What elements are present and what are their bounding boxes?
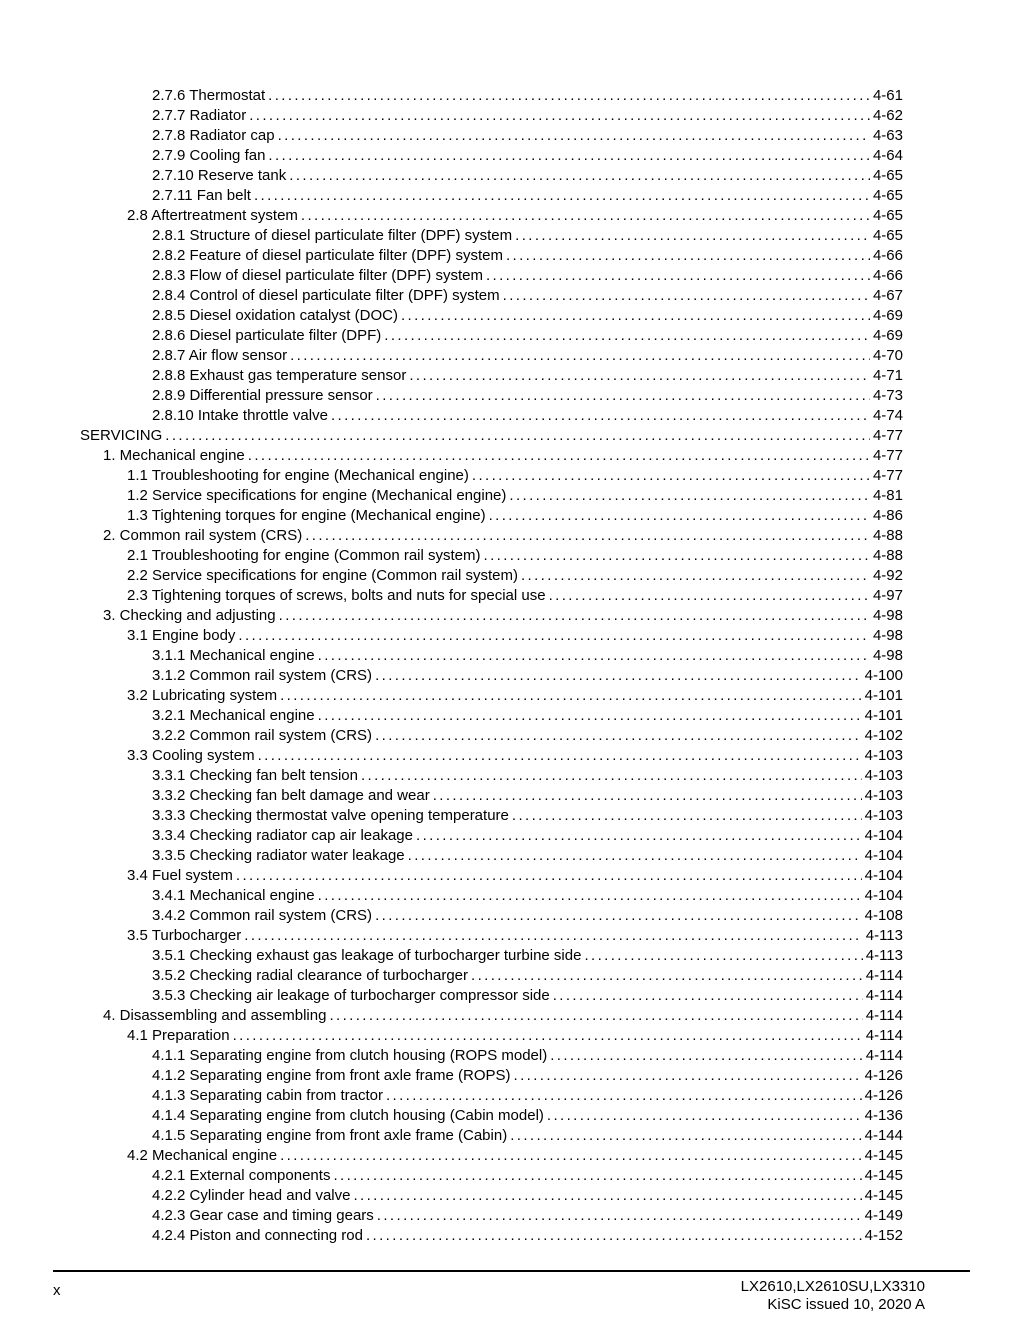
toc-dot-leader: [486, 266, 870, 286]
toc-dot-leader: [515, 226, 870, 246]
toc-entry-title: 4.2 Mechanical engine: [127, 1147, 278, 1164]
toc-dot-leader: [375, 726, 862, 746]
toc-entry-title: 3.2 Lubricating system: [127, 687, 278, 704]
toc-entry: [80, 306, 903, 326]
toc-entry-title: 4.2.2 Cylinder head and valve: [152, 1187, 351, 1204]
toc-entry-page-number: 4-103: [864, 767, 903, 784]
toc-dot-leader: [484, 546, 870, 566]
toc-dot-leader: [584, 946, 862, 966]
toc-entry: [80, 386, 903, 406]
toc-entry-title: 2.8.9 Differential pressure sensor: [152, 387, 373, 404]
toc-entry-page-number: 4-104: [864, 847, 903, 864]
toc-dot-leader: [386, 1086, 862, 1106]
toc-entry-title: 3.3.3 Checking thermostat valve opening temperature: [152, 807, 509, 824]
toc-entry: [80, 1066, 903, 1086]
toc-dot-leader: [290, 346, 870, 366]
toc-entry-title: 1.3 Tightening torques for engine (Mechanical engine): [127, 507, 486, 524]
toc-dot-leader: [471, 966, 863, 986]
toc-entry-page-number: 4-145: [864, 1187, 903, 1204]
toc-entry-page-number: 4-98: [872, 647, 903, 664]
toc-entry-title: 2. Common rail system (CRS): [103, 527, 303, 544]
toc-entry-title: 2.8.3 Flow of diesel particulate filter (DPF) system: [152, 267, 483, 284]
toc-entry: [80, 106, 903, 126]
toc-entry: [80, 186, 903, 206]
toc-entry-title: 2.8 Aftertreatment system: [127, 207, 298, 224]
toc-entry-title: 2.8.1 Structure of diesel particulate filter (DPF) system: [152, 227, 513, 244]
toc-entry: [80, 286, 903, 306]
toc-entry: [80, 226, 903, 246]
toc-entry-title: SERVICING: [80, 427, 163, 444]
toc-dot-leader: [301, 206, 870, 226]
toc-entry: [80, 1226, 903, 1246]
toc-dot-leader: [375, 906, 862, 926]
toc-entry-title: 1.1 Troubleshooting for engine (Mechanical engine): [127, 467, 469, 484]
toc-entry-page-number: 4-81: [872, 487, 903, 504]
toc-dot-leader: [331, 406, 870, 426]
toc-dot-leader: [249, 106, 870, 126]
toc-dot-leader: [280, 1146, 862, 1166]
toc-entry-page-number: 4-71: [872, 367, 903, 384]
toc-entry-page-number: 4-77: [872, 447, 903, 464]
toc-entry: [80, 1086, 903, 1106]
toc-entry-page-number: 4-136: [864, 1107, 903, 1124]
toc-dot-leader: [268, 146, 870, 166]
toc-dot-leader: [553, 986, 863, 1006]
toc-dot-leader: [353, 1186, 861, 1206]
toc-entry: [80, 866, 903, 886]
toc-entry-title: 3.2.2 Common rail system (CRS): [152, 727, 373, 744]
toc-dot-leader: [509, 486, 870, 506]
toc-dot-leader: [238, 626, 870, 646]
toc-entry-page-number: 4-114: [865, 987, 903, 1004]
toc-entry: [80, 1206, 903, 1226]
toc-entry: [80, 986, 903, 1006]
toc-dot-leader: [489, 506, 870, 526]
toc-entry: [80, 706, 903, 726]
toc-entry: [80, 206, 903, 226]
toc-dot-leader: [521, 566, 870, 586]
toc-entry-page-number: 4-114: [865, 967, 903, 984]
toc-dot-leader: [278, 126, 870, 146]
toc-entry-page-number: 4-102: [864, 727, 903, 744]
toc-entry-title: 2.8.4 Control of diesel particulate filter (DPF) system: [152, 287, 500, 304]
toc-entry-title: 3.3 Cooling system: [127, 747, 255, 764]
toc-entry: [80, 686, 903, 706]
toc-entry-title: 2.7.11 Fan belt: [152, 187, 251, 204]
toc-entry-title: 4.2.1 External components: [152, 1167, 331, 1184]
toc-entry-page-number: 4-65: [872, 187, 903, 204]
toc-entry-page-number: 4-103: [864, 747, 903, 764]
toc-dot-leader: [165, 426, 870, 446]
toc-entry: [80, 166, 903, 186]
toc-dot-leader: [233, 1026, 863, 1046]
toc-entry-page-number: 4-149: [864, 1207, 903, 1224]
toc-entry-title: 2.7.9 Cooling fan: [152, 147, 266, 164]
toc-entry: [80, 606, 903, 626]
toc-dot-leader: [318, 886, 862, 906]
toc-entry-title: 3.2.1 Mechanical engine: [152, 707, 315, 724]
toc-dot-leader: [433, 786, 862, 806]
toc-entry-title: 4.1.2 Separating engine from front axle frame (ROPS): [152, 1067, 511, 1084]
toc-entry-page-number: 4-114: [865, 1047, 903, 1064]
toc-entry-page-number: 4-66: [872, 247, 903, 264]
toc-entry-title: 1.2 Service specifications for engine (Mechanical engine): [127, 487, 507, 504]
toc-entry: [80, 666, 903, 686]
toc-dot-leader: [376, 386, 870, 406]
toc-entry-page-number: 4-126: [864, 1087, 903, 1104]
toc-entry-page-number: 4-65: [872, 207, 903, 224]
toc-entry: [80, 446, 903, 466]
toc-entry-title: 3.1 Engine body: [127, 627, 236, 644]
toc-entry: [80, 626, 903, 646]
toc-entry: [80, 926, 903, 946]
toc-dot-leader: [512, 806, 862, 826]
toc-entry: [80, 426, 903, 446]
toc-entry: [80, 846, 903, 866]
toc-dot-leader: [258, 746, 862, 766]
toc-entry-title: 2.2 Service specifications for engine (Common rail system): [127, 567, 518, 584]
toc-entry-page-number: 4-63: [872, 127, 903, 144]
toc-entry-title: 3. Checking and adjusting: [103, 607, 276, 624]
toc-dot-leader: [248, 446, 870, 466]
toc-entry-title: 3.5 Turbocharger: [127, 927, 242, 944]
toc-dot-leader: [361, 766, 862, 786]
toc-entry-page-number: 4-70: [872, 347, 903, 364]
toc-entry-page-number: 4-74: [872, 407, 903, 424]
toc-entry: [80, 1146, 903, 1166]
toc-entry: [80, 746, 903, 766]
toc-entry-page-number: 4-145: [864, 1147, 903, 1164]
toc-dot-leader: [510, 1126, 861, 1146]
toc-entry-page-number: 4-98: [872, 627, 903, 644]
toc-entry-title: 3.5.3 Checking air leakage of turbocharger compressor side: [152, 987, 550, 1004]
toc-entry-page-number: 4-103: [864, 787, 903, 804]
footer-issue-note: KiSC issued 10, 2020 A: [767, 1296, 925, 1313]
toc-entry: [80, 146, 903, 166]
toc-entry-page-number: 4-62: [872, 107, 903, 124]
toc-entry-title: 2.8.5 Diesel oxidation catalyst (DOC): [152, 307, 398, 324]
footer-divider: [53, 1270, 970, 1272]
toc-entry-title: 3.1.1 Mechanical engine: [152, 647, 315, 664]
toc-dot-leader: [333, 1166, 861, 1186]
toc-entry: [80, 326, 903, 346]
toc-dot-leader: [280, 686, 862, 706]
toc-entry: [80, 506, 903, 526]
toc-entry-page-number: 4-104: [864, 827, 903, 844]
toc-entry: [80, 1046, 903, 1066]
toc-dot-leader: [408, 846, 862, 866]
toc-entry-page-number: 4-100: [864, 667, 903, 684]
toc-entry-page-number: 4-104: [864, 867, 903, 884]
toc-entry-title: 2.8.2 Feature of diesel particulate filter (DPF) system: [152, 247, 503, 264]
toc-entry-title: 4.2.3 Gear case and timing gears: [152, 1207, 374, 1224]
toc-entry-title: 3.5.2 Checking radial clearance of turbocharger: [152, 967, 469, 984]
toc-entry-page-number: 4-126: [864, 1067, 903, 1084]
toc-entry: [80, 826, 903, 846]
toc-dot-leader: [279, 606, 870, 626]
toc-entry: [80, 1106, 903, 1126]
toc-entry-page-number: 4-108: [864, 907, 903, 924]
toc-entry-page-number: 4-69: [872, 327, 903, 344]
toc-entry-title: 4.1 Preparation: [127, 1027, 230, 1044]
toc-dot-leader: [254, 186, 870, 206]
toc-dot-leader: [377, 1206, 862, 1226]
toc-entry-title: 4.2.4 Piston and connecting rod: [152, 1227, 363, 1244]
toc-dot-leader: [401, 306, 870, 326]
toc-entry: [80, 766, 903, 786]
toc-entry: [80, 1166, 903, 1186]
toc-entry-title: 3.3.5 Checking radiator water leakage: [152, 847, 405, 864]
toc-entry-title: 2.7.8 Radiator cap: [152, 127, 275, 144]
toc-entry-title: 2.7.10 Reserve tank: [152, 167, 287, 184]
toc-entry: [80, 1026, 903, 1046]
toc-entry-page-number: 4-77: [872, 467, 903, 484]
toc-entry: [80, 346, 903, 366]
toc-dot-leader: [289, 166, 870, 186]
toc-dot-leader: [375, 666, 862, 686]
toc-entry: [80, 646, 903, 666]
toc-entry-page-number: 4-152: [864, 1227, 903, 1244]
table-of-contents: [80, 86, 903, 1246]
toc-entry-page-number: 4-92: [872, 567, 903, 584]
toc-entry-page-number: 4-103: [864, 807, 903, 824]
toc-dot-leader: [514, 1066, 862, 1086]
toc-entry-title: 3.3.4 Checking radiator cap air leakage: [152, 827, 413, 844]
toc-entry-page-number: 4-77: [872, 427, 903, 444]
toc-entry-title: 3.4 Fuel system: [127, 867, 233, 884]
toc-entry-title: 2.8.8 Exhaust gas temperature sensor: [152, 367, 407, 384]
toc-entry: [80, 266, 903, 286]
toc-entry-page-number: 4-65: [872, 227, 903, 244]
toc-entry: [80, 486, 903, 506]
toc-dot-leader: [305, 526, 870, 546]
toc-entry-title: 3.5.1 Checking exhaust gas leakage of turbocharger turbine side: [152, 947, 582, 964]
toc-entry-title: 3.4.1 Mechanical engine: [152, 887, 315, 904]
toc-entry: [80, 126, 903, 146]
toc-entry-page-number: 4-104: [864, 887, 903, 904]
toc-entry-title: 4.1.3 Separating cabin from tractor: [152, 1087, 383, 1104]
toc-entry-page-number: 4-101: [864, 687, 903, 704]
toc-entry: [80, 246, 903, 266]
toc-entry: [80, 946, 903, 966]
toc-entry-page-number: 4-61: [872, 87, 903, 104]
toc-entry-page-number: 4-144: [864, 1127, 903, 1144]
toc-entry-title: 4.1.4 Separating engine from clutch housing (Cabin model): [152, 1107, 544, 1124]
footer-page-number: x: [53, 1282, 61, 1299]
toc-entry-page-number: 4-101: [864, 707, 903, 724]
toc-dot-leader: [236, 866, 862, 886]
toc-entry-title: 2.3 Tightening torques of screws, bolts and nuts for special use: [127, 587, 546, 604]
toc-entry: [80, 546, 903, 566]
toc-entry: [80, 86, 903, 106]
toc-dot-leader: [244, 926, 862, 946]
toc-entry-page-number: 4-64: [872, 147, 903, 164]
toc-dot-leader: [550, 1046, 863, 1066]
toc-entry-page-number: 4-145: [864, 1167, 903, 1184]
toc-entry-page-number: 4-66: [872, 267, 903, 284]
toc-entry: [80, 1126, 903, 1146]
toc-dot-leader: [503, 286, 870, 306]
toc-entry-title: 3.3.2 Checking fan belt damage and wear: [152, 787, 430, 804]
toc-entry-page-number: 4-86: [872, 507, 903, 524]
toc-entry: [80, 886, 903, 906]
toc-dot-leader: [549, 586, 870, 606]
footer-info: [741, 1278, 925, 1314]
toc-entry-page-number: 4-98: [872, 607, 903, 624]
toc-entry-title: 2.8.10 Intake throttle valve: [152, 407, 328, 424]
toc-entry-page-number: 4-69: [872, 307, 903, 324]
toc-entry-title: 2.7.7 Radiator: [152, 107, 247, 124]
toc-entry: [80, 1186, 903, 1206]
toc-dot-leader: [506, 246, 870, 266]
toc-entry: [80, 586, 903, 606]
toc-entry-page-number: 4-73: [872, 387, 903, 404]
toc-entry-title: 3.4.2 Common rail system (CRS): [152, 907, 373, 924]
toc-entry-title: 4.1.1 Separating engine from clutch housing (ROPS model): [152, 1047, 548, 1064]
toc-entry: [80, 466, 903, 486]
toc-entry: [80, 906, 903, 926]
toc-entry-title: 2.8.6 Diesel particulate filter (DPF): [152, 327, 382, 344]
toc-entry-title: 3.1.2 Common rail system (CRS): [152, 667, 373, 684]
toc-entry-page-number: 4-88: [872, 547, 903, 564]
toc-dot-leader: [547, 1106, 862, 1126]
toc-entry: [80, 726, 903, 746]
toc-entry-page-number: 4-113: [865, 947, 903, 964]
toc-entry-page-number: 4-114: [865, 1027, 903, 1044]
toc-entry-title: 1. Mechanical engine: [103, 447, 245, 464]
toc-dot-leader: [416, 826, 862, 846]
toc-dot-leader: [318, 706, 862, 726]
toc-entry: [80, 366, 903, 386]
footer-model-codes: LX2610,LX2610SU,LX3310: [740, 1278, 925, 1295]
toc-entry-title: 4.1.5 Separating engine from front axle frame (Cabin): [152, 1127, 508, 1144]
toc-entry: [80, 566, 903, 586]
toc-entry-page-number: 4-113: [865, 927, 903, 944]
toc-entry-page-number: 4-97: [872, 587, 903, 604]
toc-entry: [80, 1006, 903, 1026]
toc-entry-page-number: 4-88: [872, 527, 903, 544]
toc-entry-title: 3.3.1 Checking fan belt tension: [152, 767, 358, 784]
toc-dot-leader: [409, 366, 870, 386]
toc-entry: [80, 786, 903, 806]
toc-entry-title: 2.8.7 Air flow sensor: [152, 347, 288, 364]
toc-dot-leader: [472, 466, 870, 486]
toc-entry-page-number: 4-65: [872, 167, 903, 184]
toc-entry-page-number: 4-114: [865, 1007, 903, 1024]
toc-entry: [80, 966, 903, 986]
toc-entry: [80, 406, 903, 426]
toc-entry-title: 2.7.6 Thermostat: [152, 87, 266, 104]
toc-dot-leader: [384, 326, 870, 346]
toc-dot-leader: [268, 86, 870, 106]
toc-entry: [80, 806, 903, 826]
toc-entry-title: 4. Disassembling and assembling: [103, 1007, 327, 1024]
toc-entry-title: 2.1 Troubleshooting for engine (Common rail system): [127, 547, 481, 564]
toc-dot-leader: [329, 1006, 862, 1026]
toc-entry-page-number: 4-67: [872, 287, 903, 304]
toc-entry: [80, 526, 903, 546]
toc-dot-leader: [318, 646, 870, 666]
toc-dot-leader: [366, 1226, 862, 1246]
